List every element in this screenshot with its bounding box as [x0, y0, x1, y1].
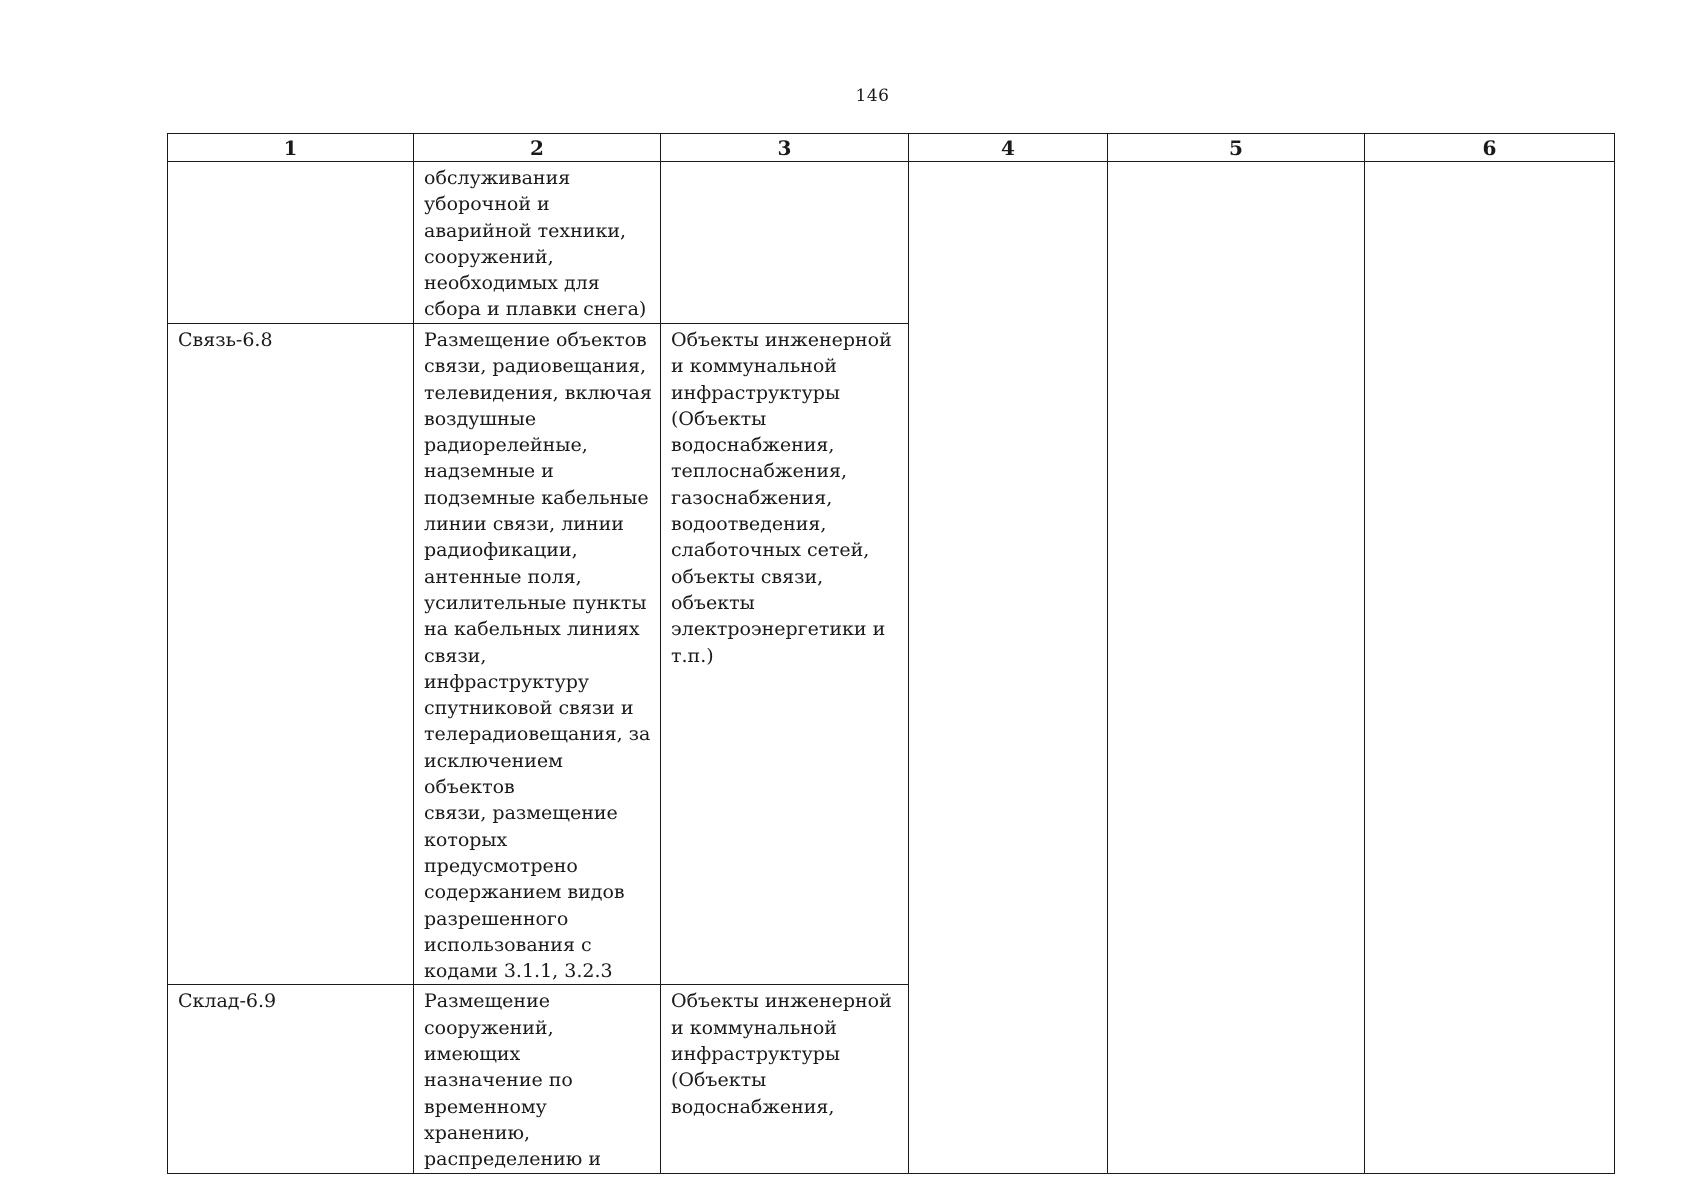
- regulations-table: [167, 133, 1615, 1174]
- column-header-1: 1: [168, 134, 414, 162]
- column-header-6: 6: [1365, 134, 1615, 162]
- cell-objects: [661, 162, 909, 324]
- column-header-2: 2: [414, 134, 661, 162]
- column-header-5: 5: [1108, 134, 1365, 162]
- column-header-3: 3: [661, 134, 909, 162]
- cell-description: обслуживания уборочной и аварийной техники, сооружений, необходимых для сбора и плавки снега): [414, 162, 661, 324]
- cell-code: [168, 162, 414, 324]
- cell-col5-empty: [1108, 162, 1365, 1174]
- cell-objects: Объекты инженерной и коммунальной инфраструктуры (Объекты водоснабжения, теплоснабжения, газоснабжения, водоотведения, слаботочных сетей, объекты связи, объекты электроэнергетики и т.п.): [661, 324, 909, 985]
- table-row: [168, 162, 1615, 324]
- cell-col6-empty: [1365, 162, 1615, 1174]
- cell-objects: Объекты инженерной и коммунальной инфраструктуры (Объекты водоснабжения,: [661, 985, 909, 1173]
- cell-code: Связь-6.8: [168, 324, 414, 985]
- cell-col4-empty: [909, 162, 1108, 1174]
- cell-code: Склад-6.9: [168, 985, 414, 1173]
- page-number: 146: [855, 86, 890, 106]
- cell-description: Размещение объектов связи, радиовещания, телевидения, включая воздушные радиорелейные, надземные и подземные кабельные линии связи, линии радиофикации, антенные поля, усилительные пункты на кабельных линиях связи, инфраструктуру спутниковой связи и телерадиовещания, за исключением объектов связи, размещение которых предусмотрено содержанием видов разрешенного использования с кодами 3.1.1, 3.2.3: [414, 324, 661, 985]
- column-header-4: 4: [909, 134, 1108, 162]
- table-header-row: [168, 134, 1615, 162]
- cell-description: Размещение сооружений, имеющих назначение по временному хранению, распределению и: [414, 985, 661, 1173]
